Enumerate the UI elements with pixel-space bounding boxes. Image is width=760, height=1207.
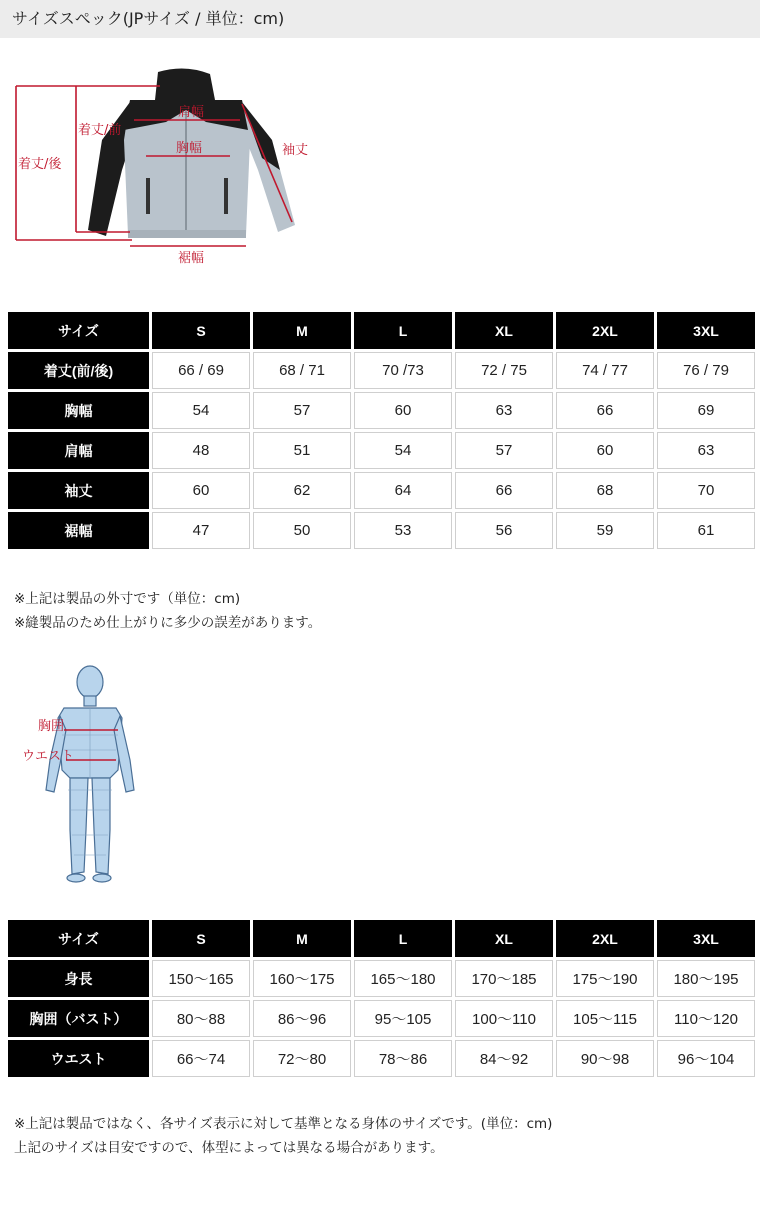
body-notes — [14, 1112, 552, 1160]
row-header: 肩幅 — [8, 432, 149, 469]
column-header: L — [354, 920, 452, 957]
table-cell: 70 — [657, 472, 755, 509]
body-size-table — [5, 917, 758, 1080]
table-cell: 110〜120 — [657, 1000, 755, 1037]
column-header: 2XL — [556, 920, 654, 957]
table-cell: 69 — [657, 392, 755, 429]
table-cell: 54 — [152, 392, 250, 429]
table-cell: 50 — [253, 512, 351, 549]
note-line: ※上記は製品の外寸です（単位：cm) — [14, 591, 241, 607]
table-row — [8, 1040, 755, 1077]
note-line: ※上記は製品ではなく、各サイズ表示に対して基準となる身体のサイズです。(単位：cm) — [14, 1116, 553, 1132]
product-size-table — [5, 309, 758, 552]
table-cell: 96〜104 — [657, 1040, 755, 1077]
note-line: 上記のサイズは目安ですので、体型によっては異なる場合があります。 — [14, 1140, 444, 1156]
table-cell: 72〜80 — [253, 1040, 351, 1077]
table-cell: 63 — [657, 432, 755, 469]
table-cell: 56 — [455, 512, 553, 549]
table-cell: 72 / 75 — [455, 352, 553, 389]
page-title: サイズスペック(JPサイズ / 単位：cm) — [12, 9, 285, 28]
column-header: 2XL — [556, 312, 654, 349]
column-header: M — [253, 920, 351, 957]
column-header: XL — [455, 312, 553, 349]
table-cell: 175〜190 — [556, 960, 654, 997]
table-cell: 74 / 77 — [556, 352, 654, 389]
table-cell: 95〜105 — [354, 1000, 452, 1037]
table-cell: 90〜98 — [556, 1040, 654, 1077]
table-cell: 105〜115 — [556, 1000, 654, 1037]
table-cell: 68 / 71 — [253, 352, 351, 389]
table-cell: 60 — [556, 432, 654, 469]
table-row — [8, 472, 755, 509]
table-cell: 68 — [556, 472, 654, 509]
table-cell: 66 / 69 — [152, 352, 250, 389]
column-header: M — [253, 312, 351, 349]
row-header: 胸幅 — [8, 392, 149, 429]
table-cell: 66〜74 — [152, 1040, 250, 1077]
table-cell: 150〜165 — [152, 960, 250, 997]
label-length-back: 着丈/後 — [18, 157, 62, 172]
label-sleeve: 袖丈 — [282, 143, 309, 158]
table-cell: 160〜175 — [253, 960, 351, 997]
column-header: 3XL — [657, 312, 755, 349]
column-header: L — [354, 312, 452, 349]
product-notes — [14, 587, 321, 635]
page-header — [0, 0, 760, 38]
table-row — [8, 352, 755, 389]
table-row — [8, 432, 755, 469]
table-cell: 47 — [152, 512, 250, 549]
label-waist: ウエスト — [22, 749, 75, 764]
column-header: XL — [455, 920, 553, 957]
label-length-front: 着丈/前 — [78, 123, 122, 138]
table-cell: 60 — [152, 472, 250, 509]
table-header-row — [8, 312, 755, 349]
table-row — [8, 1000, 755, 1037]
table-cell: 86〜96 — [253, 1000, 351, 1037]
table-cell: 57 — [455, 432, 553, 469]
table-cell: 78〜86 — [354, 1040, 452, 1077]
column-header: S — [152, 920, 250, 957]
table-row — [8, 960, 755, 997]
column-header: 3XL — [657, 920, 755, 957]
row-header: 着丈(前/後) — [8, 352, 149, 389]
table-cell: 100〜110 — [455, 1000, 553, 1037]
table-cell: 53 — [354, 512, 452, 549]
table-cell: 180〜195 — [657, 960, 755, 997]
row-header: 裾幅 — [8, 512, 149, 549]
table-cell: 76 / 79 — [657, 352, 755, 389]
table-cell: 63 — [455, 392, 553, 429]
table-cell: 66 — [455, 472, 553, 509]
table-cell: 61 — [657, 512, 755, 549]
table-cell: 60 — [354, 392, 452, 429]
table-cell: 66 — [556, 392, 654, 429]
table-cell: 48 — [152, 432, 250, 469]
table-cell: 62 — [253, 472, 351, 509]
table-cell: 70 /73 — [354, 352, 452, 389]
table-cell: 165〜180 — [354, 960, 452, 997]
label-chest-girth: 胸囲 — [38, 719, 65, 734]
column-header: S — [152, 312, 250, 349]
label-shoulder: 肩幅 — [178, 105, 205, 120]
table-cell: 57 — [253, 392, 351, 429]
jacket-measurement-figure — [10, 60, 320, 275]
table-cell: 170〜185 — [455, 960, 553, 997]
table-cell: 80〜88 — [152, 1000, 250, 1037]
row-header: 袖丈 — [8, 472, 149, 509]
label-chest: 胸幅 — [176, 141, 203, 156]
body-measurement-figure — [20, 660, 160, 890]
table-cell: 64 — [354, 472, 452, 509]
column-header: サイズ — [8, 312, 149, 349]
row-header: 胸囲（バスト） — [8, 1000, 149, 1037]
table-row — [8, 392, 755, 429]
table-cell: 54 — [354, 432, 452, 469]
table-cell: 84〜92 — [455, 1040, 553, 1077]
table-row — [8, 512, 755, 549]
column-header: サイズ — [8, 920, 149, 957]
note-line: ※縫製品のため仕上がりに多少の誤差があります。 — [14, 615, 322, 631]
row-header: 身長 — [8, 960, 149, 997]
table-header-row — [8, 920, 755, 957]
row-header: ウエスト — [8, 1040, 149, 1077]
table-cell: 59 — [556, 512, 654, 549]
label-hem: 裾幅 — [178, 251, 205, 266]
table-cell: 51 — [253, 432, 351, 469]
